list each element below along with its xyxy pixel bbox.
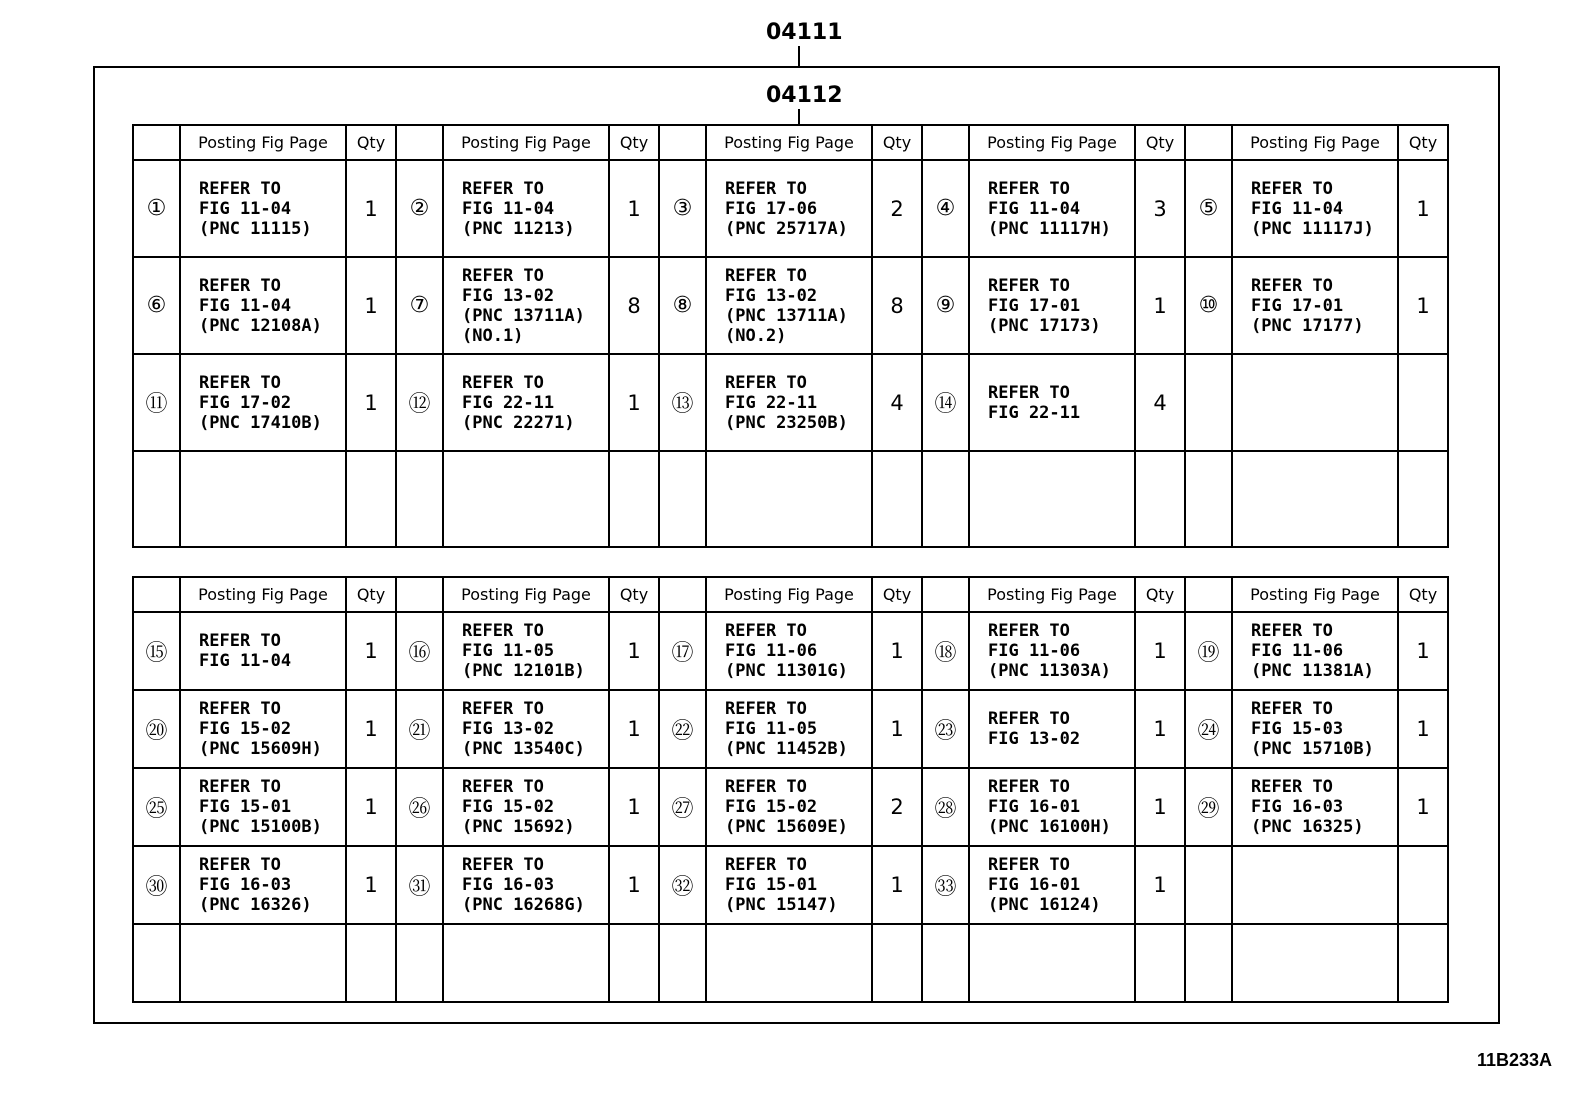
quantity: 1 <box>1135 690 1185 768</box>
header-qty: Qty <box>346 577 396 612</box>
quantity: 1 <box>1135 768 1185 846</box>
item-number: ㉜ <box>659 846 706 924</box>
header-qty: Qty <box>1398 577 1448 612</box>
table-row <box>133 612 1448 690</box>
table-row <box>133 924 1448 1002</box>
header-num-cell <box>1185 577 1232 612</box>
assembly-leader-line <box>798 46 800 66</box>
posting-reference: REFER TO FIG 17-01 (PNC 17177) <box>1232 257 1398 354</box>
header-num-cell <box>922 577 969 612</box>
header-num-cell <box>659 577 706 612</box>
quantity <box>1398 451 1448 547</box>
posting-reference <box>1232 451 1398 547</box>
header-num-cell <box>396 125 443 160</box>
item-number: ㉘ <box>922 768 969 846</box>
item-number <box>922 924 969 1002</box>
quantity: 1 <box>872 690 922 768</box>
header-qty: Qty <box>1135 125 1185 160</box>
posting-reference: REFER TO FIG 15-02 (PNC 15609H) <box>180 690 346 768</box>
item-number: ⑥ <box>133 257 180 354</box>
quantity: 1 <box>346 354 396 451</box>
posting-reference: REFER TO FIG 16-03 (PNC 16325) <box>1232 768 1398 846</box>
subassembly-leader-line <box>798 109 800 125</box>
posting-reference <box>706 451 872 547</box>
posting-reference: REFER TO FIG 15-02 (PNC 15609E) <box>706 768 872 846</box>
quantity: 1 <box>1398 768 1448 846</box>
item-number <box>133 924 180 1002</box>
header-qty: Qty <box>872 577 922 612</box>
item-number: ② <box>396 160 443 257</box>
item-number: ㉖ <box>396 768 443 846</box>
header-qty: Qty <box>609 125 659 160</box>
quantity: 1 <box>1398 690 1448 768</box>
item-number: ㉚ <box>133 846 180 924</box>
header-qty: Qty <box>1398 125 1448 160</box>
header-posting-fig-page: Posting Fig Page <box>180 125 346 160</box>
posting-reference: REFER TO FIG 15-01 (PNC 15147) <box>706 846 872 924</box>
parts-table-bottom <box>132 576 1449 1003</box>
posting-reference: REFER TO FIG 16-03 (PNC 16268G) <box>443 846 609 924</box>
item-number: ③ <box>659 160 706 257</box>
quantity: 1 <box>1398 257 1448 354</box>
header-posting-fig-page: Posting Fig Page <box>969 125 1135 160</box>
assembly-code-label: 04111 <box>766 20 843 45</box>
item-number: ① <box>133 160 180 257</box>
posting-reference: REFER TO FIG 16-01 (PNC 16124) <box>969 846 1135 924</box>
item-number <box>396 924 443 1002</box>
quantity: 2 <box>872 160 922 257</box>
header-num-cell <box>1185 125 1232 160</box>
quantity: 1 <box>1398 612 1448 690</box>
quantity <box>1135 451 1185 547</box>
item-number <box>659 924 706 1002</box>
quantity: 8 <box>609 257 659 354</box>
posting-reference <box>1232 846 1398 924</box>
item-number: ㉔ <box>1185 690 1232 768</box>
table-row <box>133 257 1448 354</box>
item-number: ⑪ <box>133 354 180 451</box>
item-number: ㉒ <box>659 690 706 768</box>
item-number: ⑭ <box>922 354 969 451</box>
item-number <box>1185 354 1232 451</box>
quantity: 1 <box>346 160 396 257</box>
header-posting-fig-page: Posting Fig Page <box>1232 577 1398 612</box>
posting-reference: REFER TO FIG 16-01 (PNC 16100H) <box>969 768 1135 846</box>
posting-reference: REFER TO FIG 17-06 (PNC 25717A) <box>706 160 872 257</box>
posting-reference: REFER TO FIG 11-04 (PNC 11213) <box>443 160 609 257</box>
quantity: 1 <box>609 354 659 451</box>
header-num-cell <box>133 577 180 612</box>
item-number: ⑳ <box>133 690 180 768</box>
quantity: 1 <box>346 690 396 768</box>
item-number <box>133 451 180 547</box>
quantity: 8 <box>872 257 922 354</box>
posting-reference: REFER TO FIG 11-06 (PNC 11301G) <box>706 612 872 690</box>
item-number: ㉕ <box>133 768 180 846</box>
item-number: ⑩ <box>1185 257 1232 354</box>
item-number <box>396 451 443 547</box>
posting-reference: REFER TO FIG 11-05 (PNC 11452B) <box>706 690 872 768</box>
item-number: ⑦ <box>396 257 443 354</box>
quantity: 1 <box>346 768 396 846</box>
quantity: 1 <box>346 257 396 354</box>
item-number <box>659 451 706 547</box>
item-number: ㉙ <box>1185 768 1232 846</box>
item-number: ④ <box>922 160 969 257</box>
header-posting-fig-page: Posting Fig Page <box>1232 125 1398 160</box>
item-number: ㉗ <box>659 768 706 846</box>
parts-table-top <box>132 124 1449 548</box>
posting-reference: REFER TO FIG 15-03 (PNC 15710B) <box>1232 690 1398 768</box>
item-number <box>1185 451 1232 547</box>
posting-reference: REFER TO FIG 11-04 (PNC 11117J) <box>1232 160 1398 257</box>
quantity: 4 <box>872 354 922 451</box>
figure-code: 11B233A <box>1476 1050 1552 1070</box>
header-posting-fig-page: Posting Fig Page <box>180 577 346 612</box>
quantity <box>1135 924 1185 1002</box>
quantity: 1 <box>609 612 659 690</box>
posting-reference <box>969 924 1135 1002</box>
posting-reference <box>1232 354 1398 451</box>
quantity: 1 <box>609 160 659 257</box>
header-qty: Qty <box>1135 577 1185 612</box>
header-posting-fig-page: Posting Fig Page <box>969 577 1135 612</box>
posting-reference <box>706 924 872 1002</box>
quantity <box>609 924 659 1002</box>
item-number: ⑫ <box>396 354 443 451</box>
posting-reference: REFER TO FIG 11-04 <box>180 612 346 690</box>
posting-reference: REFER TO FIG 11-05 (PNC 12101B) <box>443 612 609 690</box>
quantity: 2 <box>872 768 922 846</box>
item-number: ⑱ <box>922 612 969 690</box>
quantity <box>346 924 396 1002</box>
quantity: 3 <box>1135 160 1185 257</box>
posting-reference: REFER TO FIG 11-06 (PNC 11381A) <box>1232 612 1398 690</box>
quantity <box>609 451 659 547</box>
header-qty: Qty <box>609 577 659 612</box>
item-number <box>922 451 969 547</box>
table-row <box>133 846 1448 924</box>
posting-reference: REFER TO FIG 17-02 (PNC 17410B) <box>180 354 346 451</box>
posting-reference <box>443 924 609 1002</box>
item-number: ⑧ <box>659 257 706 354</box>
posting-reference: REFER TO FIG 22-11 <box>969 354 1135 451</box>
header-num-cell <box>133 125 180 160</box>
posting-reference: REFER TO FIG 13-02 <box>969 690 1135 768</box>
header-num-cell <box>659 125 706 160</box>
table-row <box>133 354 1448 451</box>
posting-reference: REFER TO FIG 13-02 (PNC 13711A) (NO.2) <box>706 257 872 354</box>
posting-reference: REFER TO FIG 15-02 (PNC 15692) <box>443 768 609 846</box>
quantity: 1 <box>346 612 396 690</box>
quantity: 1 <box>1135 846 1185 924</box>
header-posting-fig-page: Posting Fig Page <box>443 577 609 612</box>
header-num-cell <box>922 125 969 160</box>
quantity <box>1398 846 1448 924</box>
posting-reference: REFER TO FIG 11-06 (PNC 11303A) <box>969 612 1135 690</box>
posting-reference: REFER TO FIG 16-03 (PNC 16326) <box>180 846 346 924</box>
item-number: ㉝ <box>922 846 969 924</box>
header-qty: Qty <box>872 125 922 160</box>
item-number: ⑬ <box>659 354 706 451</box>
quantity: 1 <box>609 690 659 768</box>
posting-reference: REFER TO FIG 11-04 (PNC 12108A) <box>180 257 346 354</box>
header-num-cell <box>396 577 443 612</box>
item-number: ⑮ <box>133 612 180 690</box>
table-row <box>133 690 1448 768</box>
quantity: 1 <box>609 846 659 924</box>
posting-reference: REFER TO FIG 13-02 (PNC 13540C) <box>443 690 609 768</box>
posting-reference <box>180 924 346 1002</box>
item-number: ⑰ <box>659 612 706 690</box>
posting-reference: REFER TO FIG 17-01 (PNC 17173) <box>969 257 1135 354</box>
quantity: 1 <box>609 768 659 846</box>
posting-reference: REFER TO FIG 22-11 (PNC 23250B) <box>706 354 872 451</box>
item-number <box>1185 846 1232 924</box>
quantity <box>872 924 922 1002</box>
posting-reference: REFER TO FIG 13-02 (PNC 13711A) (NO.1) <box>443 257 609 354</box>
item-number: ⑯ <box>396 612 443 690</box>
quantity <box>346 451 396 547</box>
item-number: ㉑ <box>396 690 443 768</box>
item-number: ㉓ <box>922 690 969 768</box>
quantity: 1 <box>1135 612 1185 690</box>
subassembly-code-label: 04112 <box>766 83 843 108</box>
posting-reference <box>969 451 1135 547</box>
quantity: 1 <box>872 612 922 690</box>
header-posting-fig-page: Posting Fig Page <box>706 577 872 612</box>
quantity <box>1398 354 1448 451</box>
quantity: 1 <box>346 846 396 924</box>
table-row <box>133 768 1448 846</box>
posting-reference: REFER TO FIG 22-11 (PNC 22271) <box>443 354 609 451</box>
quantity <box>1398 924 1448 1002</box>
item-number <box>1185 924 1232 1002</box>
posting-reference <box>180 451 346 547</box>
quantity <box>872 451 922 547</box>
item-number: ⑨ <box>922 257 969 354</box>
header-qty: Qty <box>346 125 396 160</box>
posting-reference: REFER TO FIG 15-01 (PNC 15100B) <box>180 768 346 846</box>
header-posting-fig-page: Posting Fig Page <box>443 125 609 160</box>
quantity: 1 <box>1398 160 1448 257</box>
posting-reference <box>1232 924 1398 1002</box>
table-row <box>133 160 1448 257</box>
posting-reference <box>443 451 609 547</box>
header-posting-fig-page: Posting Fig Page <box>706 125 872 160</box>
item-number: ㉛ <box>396 846 443 924</box>
posting-reference: REFER TO FIG 11-04 (PNC 11115) <box>180 160 346 257</box>
quantity: 4 <box>1135 354 1185 451</box>
posting-reference: REFER TO FIG 11-04 (PNC 11117H) <box>969 160 1135 257</box>
quantity: 1 <box>872 846 922 924</box>
item-number: ⑤ <box>1185 160 1232 257</box>
table-row <box>133 451 1448 547</box>
quantity: 1 <box>1135 257 1185 354</box>
item-number: ⑲ <box>1185 612 1232 690</box>
